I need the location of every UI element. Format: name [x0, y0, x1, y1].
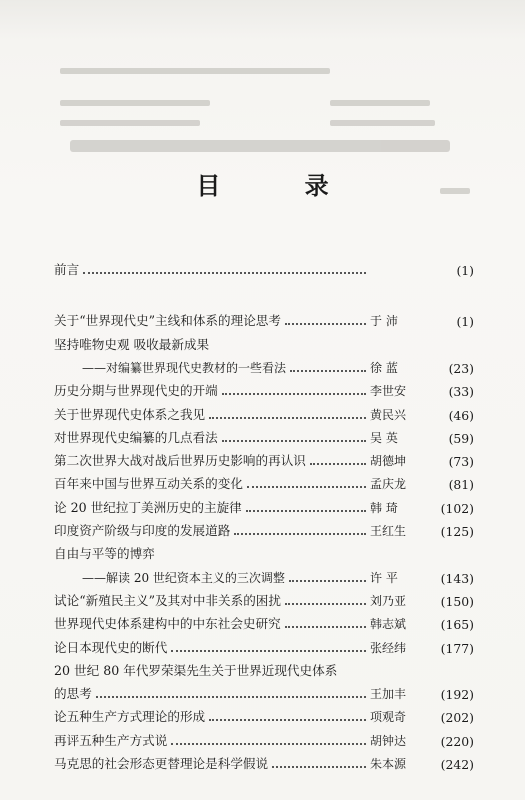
- toc-entry-page: (1): [456, 314, 474, 330]
- dot-leader: [209, 417, 366, 419]
- toc-entry[interactable]: [54, 519, 474, 539]
- toc-entry-author: 韩 琦: [370, 500, 398, 515]
- toc-entry[interactable]: [54, 258, 474, 278]
- toc-entry[interactable]: [54, 636, 474, 656]
- toc-entry-title: ——对编纂世界现代史教材的一些看法: [82, 360, 287, 375]
- dot-leader: [222, 440, 366, 442]
- toc-entry[interactable]: [54, 612, 474, 632]
- toc-entry-author: 胡钟达: [370, 733, 407, 748]
- toc-entry-title: 关于世界现代史体系之我见: [54, 406, 206, 422]
- toc-entry-author: 吴 英: [370, 430, 398, 445]
- toc-entry[interactable]: [54, 566, 474, 586]
- toc-entry[interactable]: [54, 449, 474, 469]
- dot-leader: [285, 323, 366, 325]
- toc-entry-page: (73): [448, 454, 474, 470]
- toc-entry-title: 再评五种生产方式说: [54, 732, 168, 748]
- dot-leader: [171, 743, 366, 745]
- toc-entry[interactable]: [54, 752, 474, 772]
- toc-entry-author: 孟庆龙: [370, 477, 407, 492]
- toc-entry-author: 王加丰: [370, 687, 407, 702]
- toc-entry-author: 许 平: [370, 570, 398, 585]
- dot-leader: [96, 696, 366, 698]
- toc-entry[interactable]: [54, 356, 474, 376]
- toc-entry-title: ——解读 20 世纪资本主义的三次调整: [82, 570, 285, 585]
- toc-entry-title: 前言: [54, 262, 80, 277]
- toc-entry[interactable]: [54, 729, 474, 749]
- dot-leader: [222, 393, 366, 395]
- toc-entry-author: 黄民兴: [370, 407, 407, 422]
- toc-entry-author: 项观奇: [370, 710, 407, 725]
- toc-entry-page: (242): [440, 757, 474, 772]
- dot-leader: [290, 370, 366, 372]
- toc-entry[interactable]: [54, 472, 474, 492]
- dot-leader: [234, 533, 366, 535]
- dot-leader: [310, 463, 366, 465]
- toc-entry-page: (23): [448, 360, 474, 376]
- dot-leader: [285, 626, 366, 628]
- toc-entry[interactable]: [54, 496, 474, 516]
- toc-entry[interactable]: [54, 682, 474, 702]
- toc-entry-author: 韩志斌: [370, 617, 407, 632]
- toc-entry-page: (1): [456, 263, 474, 278]
- toc-entry-title: 论 20 世纪拉丁美洲历史的主旋律: [54, 499, 242, 515]
- toc-entry-title: 的思考: [54, 686, 92, 702]
- toc-entry-page: (125): [440, 524, 474, 539]
- toc-entry-page: (81): [448, 477, 474, 493]
- toc-entry-author: 胡德坤: [370, 454, 407, 469]
- dot-leader: [83, 272, 366, 274]
- toc-entry-page: (177): [440, 640, 474, 656]
- toc-entry-page: (220): [440, 733, 474, 749]
- toc-entry[interactable]: [54, 426, 474, 446]
- toc-entry-title: 自由与平等的博弈: [54, 546, 155, 562]
- dot-leader: [247, 486, 366, 488]
- toc-entry[interactable]: [54, 379, 474, 399]
- toc-entry-author: 朱本源: [370, 757, 407, 771]
- toc-entry-title: 历史分期与世界现代史的开端: [54, 383, 218, 399]
- toc-entry-title: 百年来中国与世界互动关系的变化: [54, 476, 243, 492]
- toc-entry-title: 论日本现代史的断代: [54, 639, 168, 655]
- toc-entry[interactable]: [54, 333, 474, 353]
- toc-entry-title: 对世界现代史编纂的几点看法: [54, 429, 218, 445]
- toc-entry-page: (192): [440, 687, 474, 703]
- toc-entry-title: 坚持唯物史观 吸收最新成果: [54, 336, 210, 352]
- toc-entry-author: 刘乃亚: [370, 593, 407, 608]
- toc-entry[interactable]: [54, 705, 474, 725]
- dot-leader: [289, 580, 366, 582]
- toc-entry-page: (102): [440, 500, 474, 516]
- toc-entry-page: (33): [448, 384, 474, 400]
- toc-entry-page: (143): [440, 570, 474, 586]
- toc-entry-author: 于 沛: [370, 314, 398, 329]
- toc-entry-title: 世界现代史体系建构中的中东社会史研究: [54, 616, 281, 632]
- page-title: 目 录: [196, 171, 367, 200]
- toc-entry[interactable]: [54, 309, 474, 329]
- toc-entry[interactable]: [54, 589, 474, 609]
- toc-entry-title: 试论“新殖民主义”及其对中非关系的困扰: [54, 592, 281, 608]
- toc-entry-page: (165): [440, 617, 474, 633]
- toc-entry-title: 20 世纪 80 年代罗荣渠先生关于世界近现代史体系: [54, 662, 338, 678]
- dot-leader: [285, 603, 366, 605]
- toc-entry[interactable]: [54, 403, 474, 423]
- toc-entry-author: 张经纬: [370, 640, 407, 655]
- dot-leader: [246, 510, 366, 512]
- toc-entry-title: 论五种生产方式理论的形成: [54, 709, 206, 725]
- toc-entry-title: 第二次世界大战对战后世界历史影响的再认识: [54, 453, 306, 469]
- toc-entry-title: 马克思的社会形态更替理论是科学假说: [54, 756, 269, 771]
- toc-entry-author: 徐 蓝: [370, 360, 398, 375]
- toc-entry-author: 李世安: [370, 384, 407, 399]
- toc-entry-title: 印度资产阶级与印度的发展道路: [54, 523, 231, 538]
- toc-entry-page: (46): [448, 407, 474, 423]
- toc-entry-title: 关于“世界现代史”主线和体系的理论思考: [54, 313, 281, 329]
- dot-leader: [272, 766, 366, 768]
- toc-entry-page: (59): [448, 430, 474, 446]
- toc-entry-page: (150): [440, 593, 474, 609]
- toc-entry-page: (202): [440, 710, 474, 726]
- toc-entry-author: 王红生: [370, 524, 407, 538]
- dot-leader: [209, 719, 366, 721]
- toc-entry[interactable]: [54, 659, 474, 679]
- dot-leader: [171, 650, 366, 652]
- toc-entry[interactable]: [54, 542, 474, 562]
